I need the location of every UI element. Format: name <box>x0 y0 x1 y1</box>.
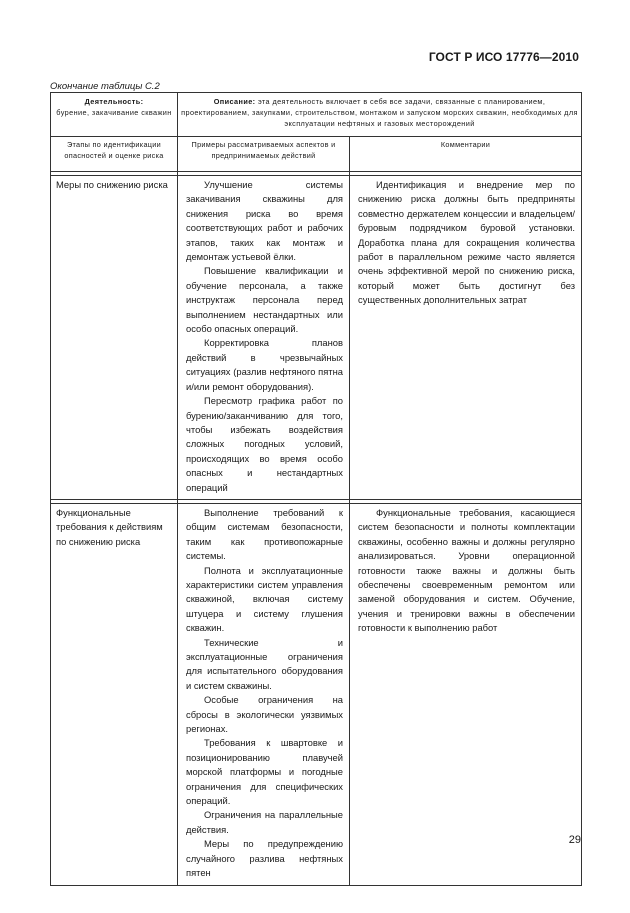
example-item: Меры по предупреждению случайного разлива нефтяных пятен <box>186 838 343 879</box>
column-header-row <box>51 137 582 172</box>
comment-text: Идентификация и внедрение мер по снижению риска должны быть предприняты совместно держателем концессии и владельцем/буровым подрядчиком буровой установки. Доработка плана для сокращения количества работ в параллельном режиме часто является очень эффективной мерой по снижению риска, который может быть достигнут без существенных дополнительных затрат <box>358 179 576 306</box>
example-item: Улучшение системы закачивания скважины для снижения риска во время соответствующих работ и рабочих этапов, таких как монтаж и демонтаж устьевой ёлки. <box>186 179 343 263</box>
comment-text: Функциональные требования, касающиеся систем безопасности и полноты комплектации скважины, особенно важны и должны регулярно анализироваться. Уровни операционной готовности также важны и должны быть обеспечены своевременным ремонтом или заменой оборудования и систем. Обучение, учения и тренировки важны в обеспечении готовности к выполнению работ <box>358 506 576 634</box>
column-header-stages: Этапы по идентификации опасностей и оценке риска <box>51 137 178 172</box>
table-caption: Окончание таблицы С.2 <box>50 81 160 92</box>
example-item: Выполнение требований к общим системам безопасности, таким как противопожарные системы. <box>186 506 343 562</box>
activity-text: бурение, закачивание скважин <box>56 108 172 117</box>
stage-cell: Функциональные требования к действиям по снижению риска <box>51 503 178 885</box>
example-item: Пересмотр графика работ по бурению/заканчиванию для того, чтобы избежать воздействия сложных погодных условий, происходящих во время особо опасных и нестандартных операций <box>186 395 343 493</box>
example-item: Полнота и эксплуатационные характеристики систем управления скважиной, включая систему штуцера и систему глушения скважин. <box>186 564 343 634</box>
description-text: эта деятельность включает в себя все задачи, связанные с планированием, проектированием, закупками, строительством, монтажом и запуском морских скважин, необходимых для эксплуатации нефтяных и газовых месторождений <box>181 97 578 128</box>
example-item: Ограничения на параллельные действия. <box>186 809 343 835</box>
column-header-examples: Примеры рассматриваемых аспектов и предпринимаемых действий <box>178 137 350 172</box>
column-header-comments: Комментарии <box>350 137 582 172</box>
table-row <box>51 176 582 500</box>
example-item: Повышение квалификации и обучение персонала, а также инструктаж персонала перед выполнением нестандартных или особо опасных операций. <box>186 265 343 335</box>
description-label: Описание: <box>213 97 256 106</box>
document-code: ГОСТ Р ИСО 17776—2010 <box>428 50 579 64</box>
activity-cell <box>51 93 178 137</box>
example-item: Требования к швартовке и позиционированию плавучей морской платформы и погодные ограничения для специфических операций. <box>186 737 343 807</box>
example-item: Корректировка планов действий в чрезвычайных ситуациях (разлив нефтяного пятна и/или ремонт оборудования). <box>186 337 343 392</box>
risk-table <box>50 92 582 886</box>
examples-cell <box>178 503 350 885</box>
examples-cell <box>178 176 350 500</box>
comment-cell <box>350 176 582 500</box>
description-cell <box>178 93 582 137</box>
example-item: Особые ограничения на сбросы в экологически уязвимых регионах. <box>186 694 343 735</box>
comment-cell <box>350 503 582 885</box>
activity-label: Деятельность: <box>84 97 144 106</box>
stage-cell: Меры по снижению риска <box>51 176 178 500</box>
page-number: 29 <box>568 834 581 846</box>
example-item: Технические и эксплуатационные ограничения для испытательного оборудования и систем скважины. <box>186 636 343 691</box>
table-row <box>51 503 582 885</box>
activity-header-row <box>51 93 582 137</box>
